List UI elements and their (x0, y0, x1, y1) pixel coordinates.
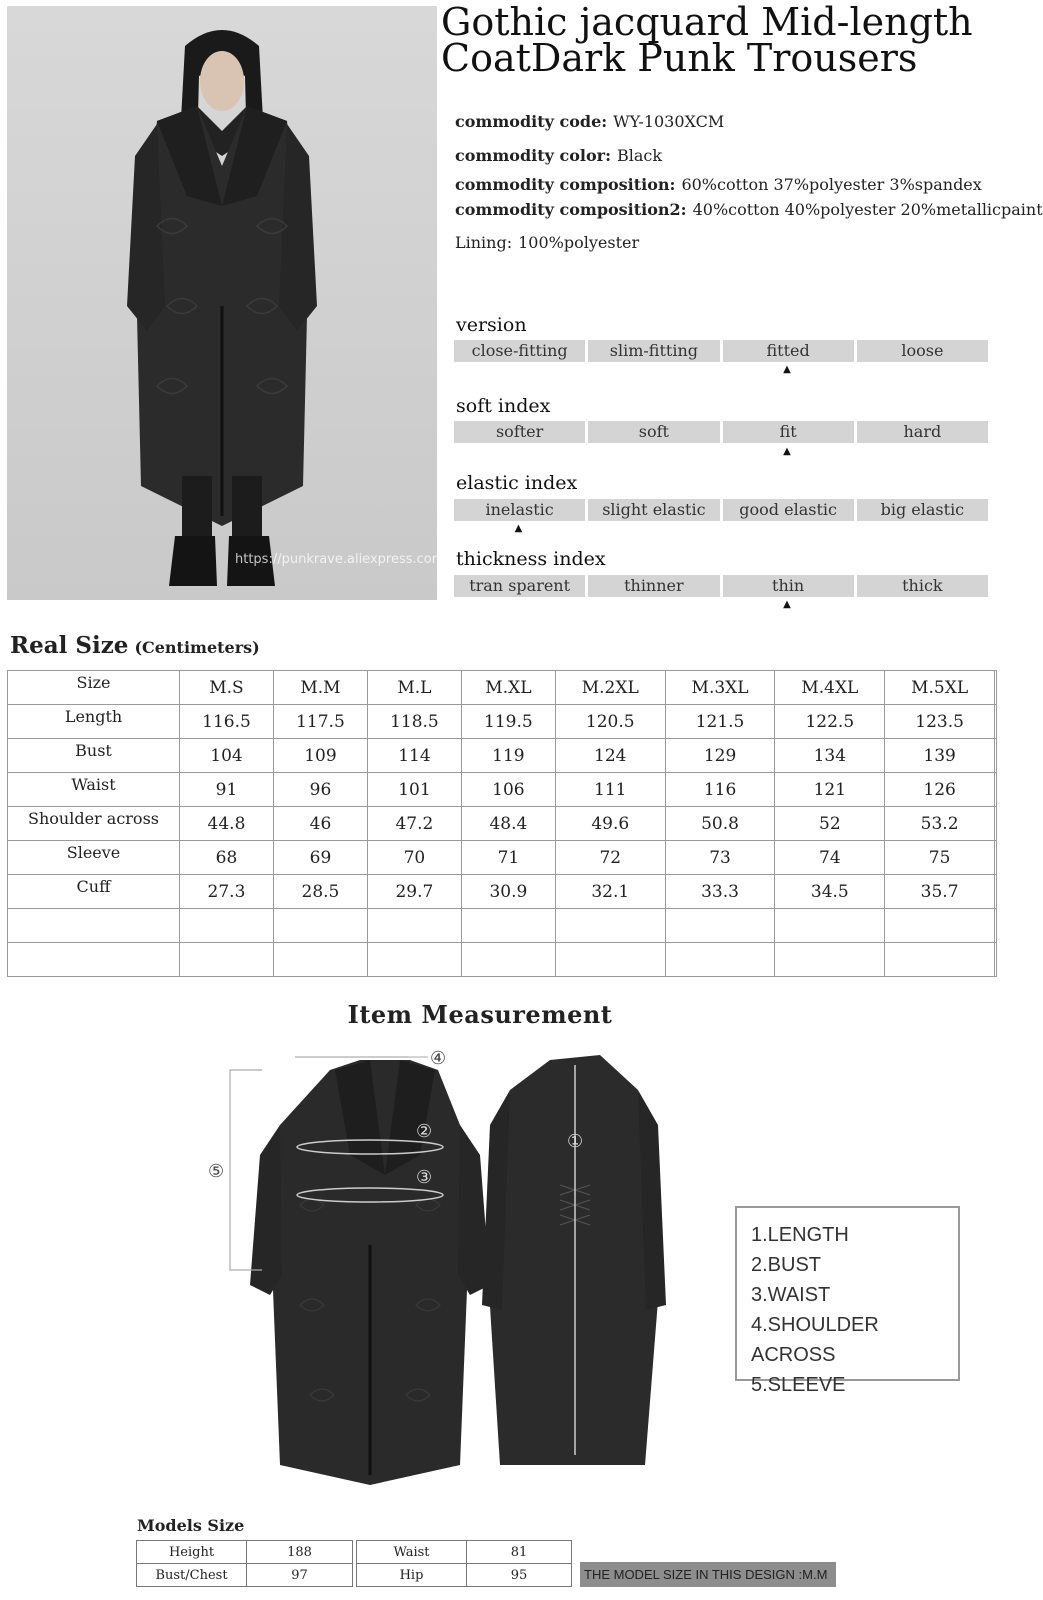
size-table-cell: 116 (665, 773, 775, 807)
size-table-cell: M.4XL (775, 671, 885, 705)
model-photo (7, 6, 445, 600)
size-table-cell (885, 909, 995, 943)
legend-item: 5.SLEEVE (751, 1374, 846, 1396)
size-table-cell (995, 739, 997, 773)
models-size-table-right (356, 1540, 572, 1587)
size-table-cell: 32.1 (555, 875, 665, 909)
size-table-cell (995, 773, 997, 807)
size-table-cell (995, 909, 997, 943)
size-table-cell (273, 943, 367, 977)
size-table-cell: 69 (273, 841, 367, 875)
elastic-option: big elastic (857, 499, 988, 521)
size-table-cell: 111 (555, 773, 665, 807)
size-table-cell: 139 (885, 739, 995, 773)
size-table-row-label: Size (8, 671, 180, 705)
lining-row (455, 233, 639, 252)
marker-sleeve: ⑤ (208, 1161, 225, 1182)
watermark-text: https://punkrave.aliexpress.com (235, 552, 445, 567)
size-table-cell: 106 (461, 773, 555, 807)
soft-index-title: soft index (456, 395, 551, 417)
size-table-cell (555, 943, 665, 977)
size-table-cell: 33.3 (665, 875, 775, 909)
lining-label: Lining: (455, 233, 513, 252)
size-table-cell: 96 (273, 773, 367, 807)
real-size-title: Real Size (10, 632, 129, 659)
size-table-cell: 120.5 (555, 705, 665, 739)
size-table-row-label: Length (8, 705, 180, 739)
elastic-option: good elastic (723, 499, 854, 521)
marker-shoulder: ④ (430, 1048, 447, 1069)
size-table-cell: 124 (555, 739, 665, 773)
size-table-cell: 91 (180, 773, 274, 807)
marker-waist: ③ (416, 1167, 433, 1188)
commodity-color-value: Black (616, 146, 663, 165)
size-table-cell: 50.8 (665, 807, 775, 841)
size-table-cell: 118.5 (367, 705, 461, 739)
soft-option: soft (588, 421, 719, 443)
commodity-composition2-value: 40%cotton 40%polyester 20%metallicpaint (692, 200, 1043, 219)
size-table-cell: 49.6 (555, 807, 665, 841)
size-table-row-label: Waist (8, 773, 180, 807)
size-table-cell (995, 671, 997, 705)
model-size-note: THE MODEL SIZE IN THIS DESIGN :M.M (580, 1562, 836, 1587)
front-coat-illustration (230, 1057, 490, 1485)
product-title: Gothic jacquard Mid-length CoatDark Punk Trousers (441, 0, 973, 80)
size-table-cell: 122.5 (775, 705, 885, 739)
size-table-cell: M.L (367, 671, 461, 705)
size-table-cell (995, 841, 997, 875)
elastic-option: slight elastic (588, 499, 719, 521)
size-table-cell: 121.5 (665, 705, 775, 739)
elastic-index-bar (454, 499, 988, 521)
size-table-cell: M.XL (461, 671, 555, 705)
size-table-cell (775, 909, 885, 943)
size-table-cell (995, 807, 997, 841)
version-selected-marker: ▲ (783, 364, 791, 375)
size-table-cell (180, 943, 274, 977)
commodity-code-value: WY-1030XCM (613, 112, 725, 131)
size-table-cell: 123.5 (885, 705, 995, 739)
size-table-cell: 27.3 (180, 875, 274, 909)
commodity-color-label: commodity color: (455, 146, 611, 165)
thickness-option: thick (857, 575, 988, 597)
version-index-bar (454, 340, 988, 362)
commodity-composition2-label: commodity composition2: (455, 200, 687, 219)
thickness-selected-marker: ▲ (783, 599, 791, 610)
measurement-diagram (208, 1045, 700, 1485)
version-option: slim-fitting (588, 340, 719, 362)
size-table-cell (995, 875, 997, 909)
commodity-composition-label: commodity composition: (455, 175, 676, 194)
size-table-cell: 53.2 (885, 807, 995, 841)
size-table-cell: M.3XL (665, 671, 775, 705)
size-table-cell: 119 (461, 739, 555, 773)
size-table-cell: M.2XL (555, 671, 665, 705)
version-index-title: version (456, 314, 527, 336)
size-table-cell: 121 (775, 773, 885, 807)
size-table-cell (665, 943, 775, 977)
version-option: close-fitting (454, 340, 585, 362)
legend-item: 2.BUST (751, 1254, 822, 1276)
size-table-header-row (8, 671, 997, 705)
size-table-cell: 70 (367, 841, 461, 875)
size-table-cell (273, 909, 367, 943)
size-table-cell (995, 705, 997, 739)
commodity-code-label: commodity code: (455, 112, 608, 131)
commodity-composition-value: 60%cotton 37%polyester 3%spandex (681, 175, 982, 194)
size-table (7, 670, 997, 977)
size-table-cell: 35.7 (885, 875, 995, 909)
size-table-cell: M.M (273, 671, 367, 705)
size-table-cell (775, 943, 885, 977)
size-table-cell: 29.7 (367, 875, 461, 909)
size-table-cell: 48.4 (461, 807, 555, 841)
size-table-cell (885, 943, 995, 977)
height-value: 188 (247, 1541, 353, 1564)
bust-value: 97 (247, 1564, 353, 1587)
size-table-cell: 75 (885, 841, 995, 875)
real-size-heading (10, 632, 260, 659)
height-label: Height (137, 1541, 247, 1564)
size-table-row (8, 841, 997, 875)
size-table-cell (461, 943, 555, 977)
size-table-cell: 30.9 (461, 875, 555, 909)
hip-label: Hip (357, 1564, 467, 1587)
size-table-cell (555, 909, 665, 943)
size-table-row-label: Sleeve (8, 841, 180, 875)
waist-value: 81 (467, 1541, 572, 1564)
bust-label: Bust/Chest (137, 1564, 247, 1587)
size-table-cell: 28.5 (273, 875, 367, 909)
thickness-option: tran sparent (454, 575, 585, 597)
size-table-cell (995, 943, 997, 977)
elastic-option: inelastic (454, 499, 585, 521)
size-table-cell: 47.2 (367, 807, 461, 841)
size-table-cell: 109 (273, 739, 367, 773)
size-table-cell: 116.5 (180, 705, 274, 739)
size-table-cell: 134 (775, 739, 885, 773)
size-table-cell: 126 (885, 773, 995, 807)
models-size-title: Models Size (137, 1516, 245, 1535)
version-option: loose (857, 340, 988, 362)
size-table-row (8, 807, 997, 841)
size-table-cell: 117.5 (273, 705, 367, 739)
size-table-cell (180, 909, 274, 943)
model-figure-illustration (7, 6, 437, 600)
legend-item: 4.SHOULDER ACROSS (751, 1314, 879, 1366)
commodity-composition-row (455, 175, 982, 194)
legend-item: 1.LENGTH (751, 1224, 849, 1246)
size-table-cell: 72 (555, 841, 665, 875)
thickness-option: thin (723, 575, 854, 597)
size-table-row-label (8, 943, 180, 977)
size-table-cell (367, 909, 461, 943)
size-table-cell: M.5XL (885, 671, 995, 705)
size-table-row (8, 943, 997, 977)
size-table-cell (665, 909, 775, 943)
size-table-row (8, 909, 997, 943)
thickness-index-title: thickness index (456, 548, 606, 570)
size-table-cell: 101 (367, 773, 461, 807)
size-table-cell: 129 (665, 739, 775, 773)
size-table-row-label (8, 909, 180, 943)
commodity-code-row (455, 112, 724, 131)
item-measurement-title: Item Measurement (347, 1000, 613, 1029)
size-table-row (8, 875, 997, 909)
back-coat-illustration (482, 1055, 666, 1465)
thickness-index-bar (454, 575, 988, 597)
size-table-cell: 44.8 (180, 807, 274, 841)
hip-value: 95 (467, 1564, 572, 1587)
size-table-cell: M.S (180, 671, 274, 705)
soft-selected-marker: ▲ (783, 446, 791, 457)
commodity-composition2-row (455, 200, 1043, 219)
size-table-row-label: Shoulder across (8, 807, 180, 841)
soft-index-bar (454, 421, 988, 443)
soft-option: hard (857, 421, 988, 443)
marker-length: ① (567, 1131, 584, 1152)
size-table-row (8, 773, 997, 807)
size-table-cell: 46 (273, 807, 367, 841)
size-table-cell: 114 (367, 739, 461, 773)
thickness-option: thinner (588, 575, 719, 597)
real-size-unit: (Centimeters) (134, 638, 260, 657)
size-table-cell: 73 (665, 841, 775, 875)
measurement-legend (735, 1206, 960, 1396)
size-table-cell: 52 (775, 807, 885, 841)
size-table-row (8, 739, 997, 773)
legend-item: 3.WAIST (751, 1284, 831, 1306)
lining-value: 100%polyester (518, 233, 640, 252)
size-table-cell (461, 909, 555, 943)
size-table-cell: 68 (180, 841, 274, 875)
size-table-row-label: Cuff (8, 875, 180, 909)
elastic-index-title: elastic index (456, 472, 578, 494)
version-option: fitted (723, 340, 854, 362)
marker-bust: ② (416, 1121, 433, 1142)
size-table-cell: 104 (180, 739, 274, 773)
models-size-table-left (136, 1540, 353, 1587)
size-table-row-label: Bust (8, 739, 180, 773)
size-table-cell (367, 943, 461, 977)
elastic-selected-marker: ▲ (514, 523, 523, 534)
size-table-cell: 71 (461, 841, 555, 875)
commodity-color-row (455, 146, 662, 165)
waist-label: Waist (357, 1541, 467, 1564)
size-table-row (8, 705, 997, 739)
soft-option: fit (723, 421, 854, 443)
soft-option: softer (454, 421, 585, 443)
size-table-cell: 34.5 (775, 875, 885, 909)
size-table-cell: 74 (775, 841, 885, 875)
size-table-cell: 119.5 (461, 705, 555, 739)
